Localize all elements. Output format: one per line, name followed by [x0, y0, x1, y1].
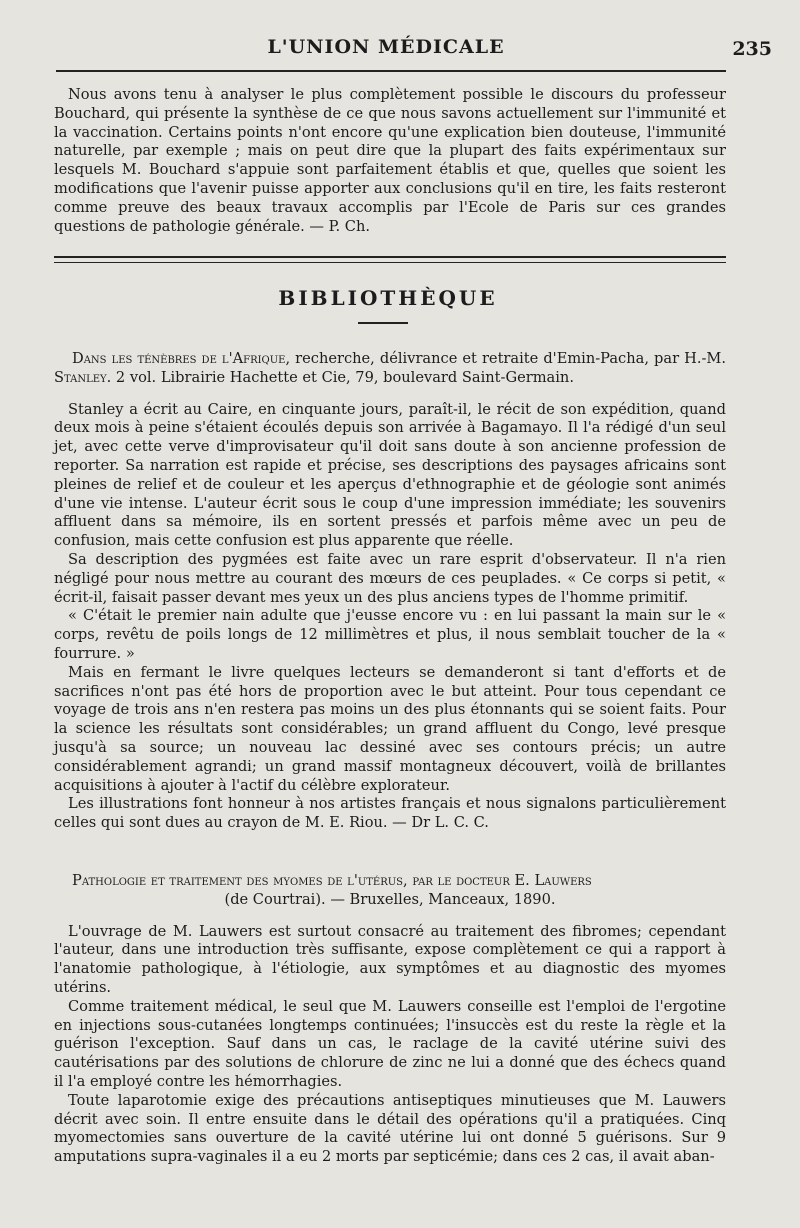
review-paragraph: Comme traitement médical, le seul que M. Lauwers conseille est l'emploi de l'ergotine en injections sous-cutanées longtemps continuées; l'insuccès est du reste la règle et la guérison l'exception. Sauf dans un cas, le raclage de la cavité utérine suivi des cautérisations par des solutions de chlorure de zinc ne lui a donné que des échecs quand il l'a employé contre les hémorrhagies.: [54, 997, 726, 1090]
page-number: 235: [732, 38, 772, 60]
book-publisher: . 2 vol. Librairie Hachette et Cie, 79, boulevard Saint-Germain.: [106, 368, 574, 386]
review-paragraph: Sa description des pygmées est faite avec un rare esprit d'observateur. Il n'a rien négligé pour nous mettre au courant des mœurs de ces peuplades. « Ce corps si petit, « écrit-il, faisait passer devant mes yeux un des plus anciens types de l'homme primitif.: [54, 550, 726, 606]
section-title: BIBLIOTHÈQUE: [278, 286, 498, 310]
header-rule: [56, 70, 726, 72]
intro-block: [54, 86, 726, 236]
review-paragraph: Toute laparotomie exige des précautions antiseptiques minutieuses que M. Lauwers décrit avec soin. Il entre ensuite dans le détail des opérations qu'il a pratiquées. Cinq myomectomies sans ouverture de la cavité utérine lui ont donné 5 guérisons. Sur 9 amputations supra-vaginales il a eu 2 morts par septicémie; dans ces 2 cas, il avait aban-: [54, 1091, 726, 1166]
review-paragraph: Stanley a écrit au Caire, en cinquante jours, paraît-il, le récit de son expédition, quand deux mois à peine s'étaient écoulés depuis son arrivée à Bagamayo. Il l'a rédigé d'un seul jet, avec cette verve d'improvisateur qu'il doit sans doute à son ancienne profession de reporter. Sa narration est rapide et précise, ses descriptions des paysages africains sont pleines de relief et de couleur et les aperçus d'ethnographie et de géologie sont animés d'une vie intense. L'auteur écrit sous le coup d'une impression immédiate; les souvenirs affluent dans sa mémoire, ils en sortent pressés et parfois même avec un peu de confusion, mais cette confusion est plus apparente que réelle.: [54, 400, 726, 550]
review-heading: [54, 350, 726, 388]
book-title: Dans les ténèbres de l'Afrique,: [72, 350, 291, 367]
intro-paragraph: Nous avons tenu à analyser le plus complètement possible le discours du professeur Bouchard, qui présente la synthèse de ce que nous savons actuellement sur l'immunité et la vaccination. Certains points n'ont encore qu'une explication bien douteuse, l'immunité naturelle, par exemple ; mais on peut dire que la plupart des faits expérimentaux sur lesquels M. Bouchard s'appuie sont parfaitement établis et que, quelles que soient les modifications que l'avenir puisse apporter aux conclusions qu'il en tire, les faits resteront comme preuve des beaux travaux accomplis par l'Ecole de Paris sur ces grandes questions de pathologie générale. — P. Ch.: [54, 86, 726, 235]
review-stanley: [54, 350, 726, 833]
running-head: L'UNION MÉDICALE: [267, 36, 505, 58]
review-paragraph: Mais en fermant le livre quelques lecteurs se demanderont si tant d'efforts et de sacrifices n'ont pas été hors de proportion avec le but atteint. Pour tous cependant ce voyage de trois ans n'en restera pas moins un des plus étonnants qui se soient faits. Pour la science les résultats sont considérables; un grand affluent du Congo, levé presque jusqu'à sa source; un nouveau lac dessiné avec ses contours précis; un autre considérablement agrandi; un grand massif montagneux découvert, voilà de brillantes acquisitions à ajouter à l'actif du célèbre explorateur.: [54, 663, 726, 794]
review-paragraph: L'ouvrage de M. Lauwers est surtout consacré au traitement des fibromes; cependant l'auteur, dans une introduction très suffisante, expose complètement ce qui a rapport à l'anatomie pathologique, à l'étiologie, aux symptômes et au diagnostic des myomes utérins.: [54, 922, 726, 996]
book-author: Stanley: [54, 368, 107, 386]
review-paragraph: Les illustrations font honneur à nos artistes français et nous signalons particulièrement celles qui sont dues au crayon de M. E. Riou. — Dr L. C. C.: [54, 795, 726, 832]
review-heading: Pathologie et traitement des myomes de l'utérus, par le docteur E. Lauwers: [72, 872, 592, 889]
section-divider: [54, 256, 726, 263]
review-heading-line2: (de Courtrai). — Bruxelles, Manceaux, 1890.: [224, 890, 556, 908]
review-lauwers: [54, 872, 726, 1167]
review-paragraph: « C'était le premier nain adulte que j'eusse encore vu : en lui passant la main sur le « corps, revêtu de poils longs de 12 millimètres et plus, il nous semblait toucher de la « fourrure. »: [54, 607, 726, 662]
book-subtitle: recherche, délivrance et retraite d'Emin-Pacha, par H.-M.: [290, 350, 726, 367]
section-title-rule: [358, 322, 408, 324]
page-header: [0, 34, 800, 64]
